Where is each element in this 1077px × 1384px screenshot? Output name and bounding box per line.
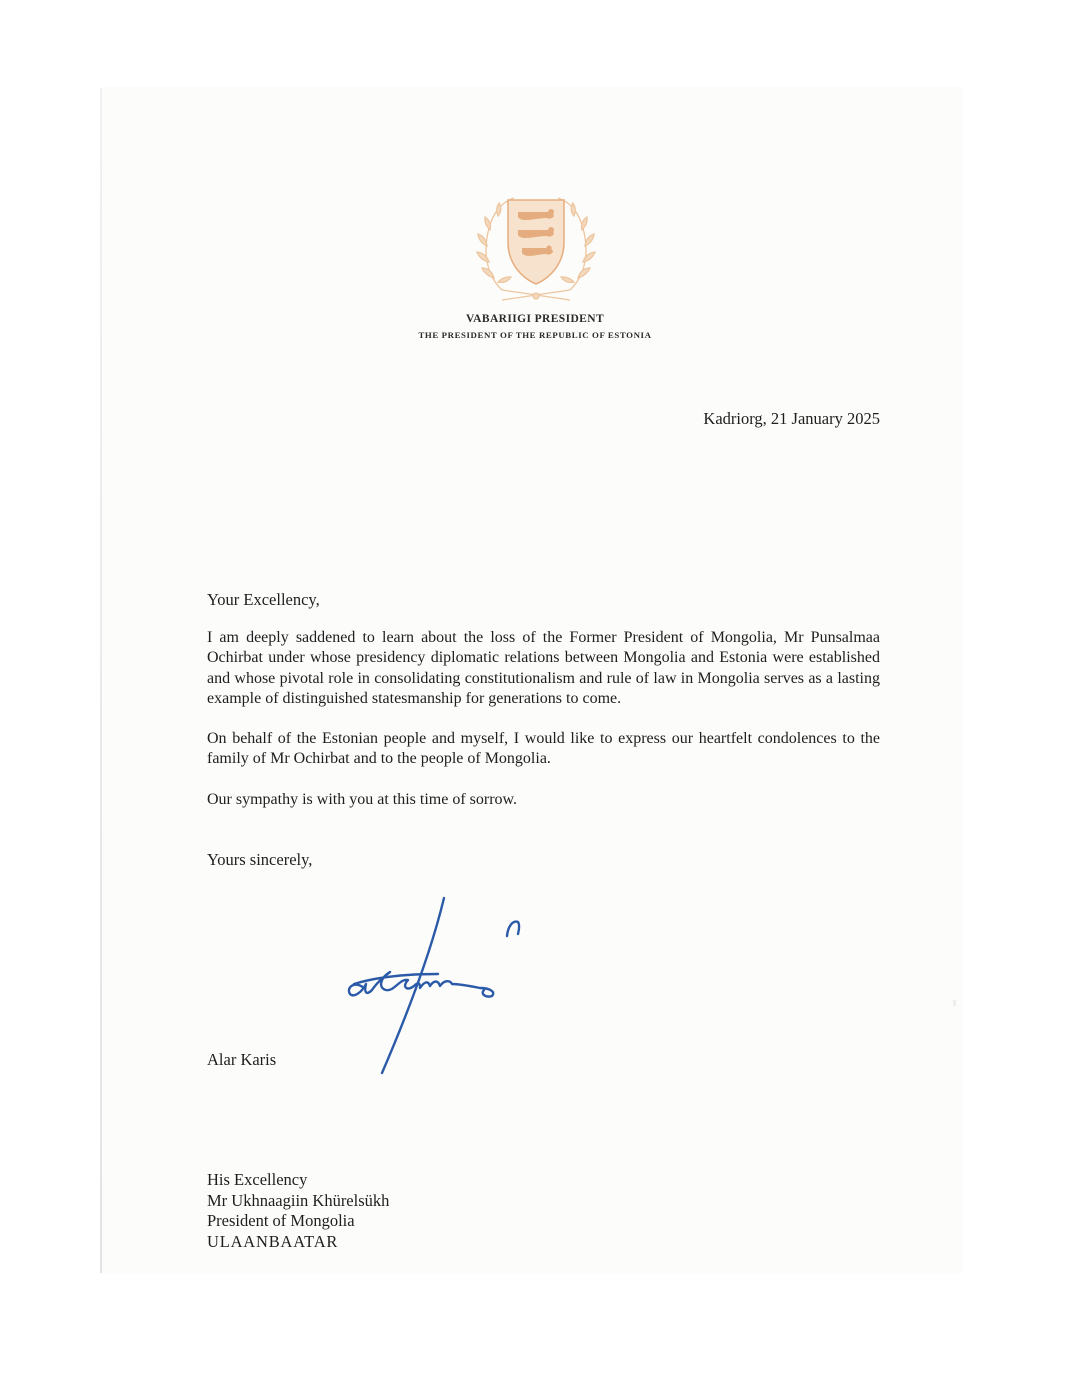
recipient-block — [207, 1170, 389, 1252]
scan-artifact — [953, 1000, 956, 1006]
body-paragraph-3: Our sympathy is with you at this time of sorrow. — [207, 791, 518, 808]
estonian-coat-of-arms-icon — [472, 190, 600, 305]
signer-name: Alar Karis — [207, 1050, 277, 1069]
date-line: Kadriorg, 21 January 2025 — [703, 409, 880, 428]
letterhead-title-en: THE PRESIDENT OF THE REPUBLIC OF ESTONIA — [418, 330, 652, 340]
recipient-title: President of Mongolia — [207, 1211, 355, 1230]
closing: Yours sincerely, — [207, 850, 313, 869]
recipient-city: ULAANBAATAR — [207, 1231, 339, 1251]
recipient-honorific: His Excellency — [207, 1170, 308, 1189]
body-paragraph-1: I am deeply saddened to learn about the loss of the Former President of Mongolia, Mr Punsalmaa Ochirbat under whose presidency diplomatic relations between Mongolia and Estonia were established and whose pivotal role in consolidating constitutionalism and rule of law in Mongolia serves as a lasting example of distinguished statesmanship for generations to come. — [207, 629, 880, 708]
body-paragraph-2: On behalf of the Estonian people and myself, I would like to express our heartfelt condolences to the family of Mr Ochirbat and to the people of Mongolia. — [207, 730, 880, 768]
salutation: Your Excellency, — [207, 590, 320, 609]
recipient-name: Mr Ukhnaagiin Khürelsükh — [207, 1190, 390, 1210]
letterhead-title-et: VABARIIGI PRESIDENT — [465, 313, 605, 325]
handwritten-signature-icon — [320, 888, 540, 1088]
